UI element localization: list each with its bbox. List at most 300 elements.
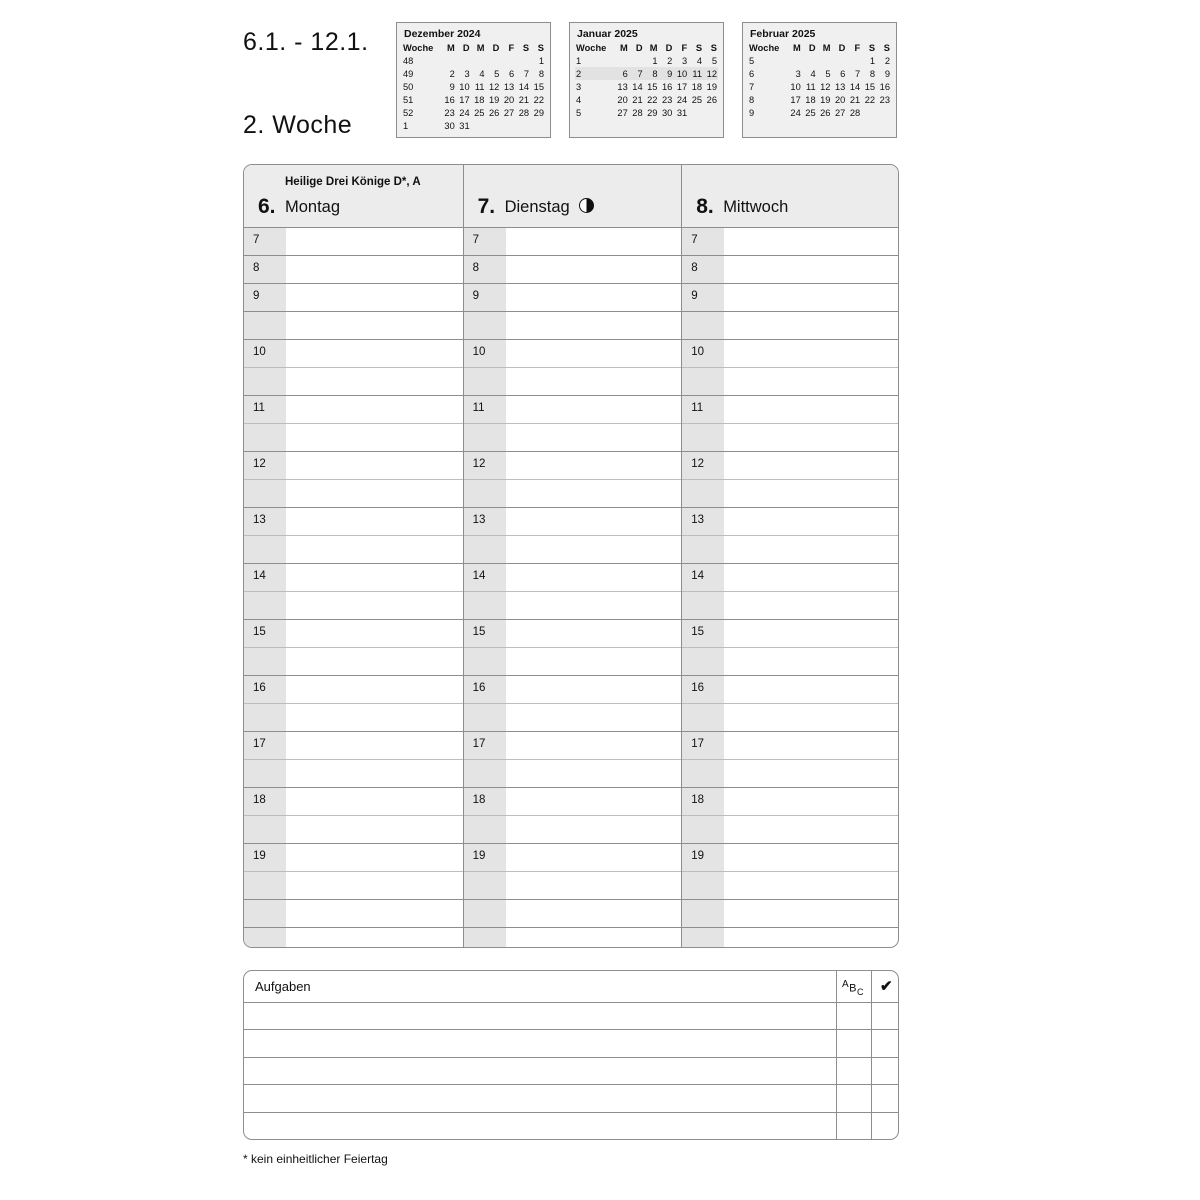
mini-month-weekday-header: S <box>883 43 890 53</box>
time-slot[interactable] <box>464 732 683 760</box>
time-slot[interactable] <box>464 368 683 396</box>
mini-month-day[interactable]: 11 <box>688 67 703 80</box>
mini-month-day[interactable]: 18 <box>805 94 816 105</box>
mini-month-day[interactable]: 20 <box>503 94 515 105</box>
tasks-panel <box>243 970 899 1140</box>
time-slot[interactable] <box>682 760 899 788</box>
mini-month-day[interactable]: 12 <box>820 81 831 92</box>
priority-a-letter: A <box>842 979 850 990</box>
task-row[interactable] <box>244 1003 898 1030</box>
time-slot[interactable] <box>464 256 683 284</box>
task-row[interactable] <box>244 1030 898 1057</box>
time-slot[interactable] <box>682 900 899 928</box>
time-slot[interactable] <box>464 508 683 536</box>
mini-month-weekday-header: D <box>808 43 816 53</box>
time-slot[interactable] <box>244 424 463 452</box>
mini-month-day[interactable]: 5 <box>711 55 717 66</box>
time-slot[interactable] <box>682 648 899 676</box>
time-slot[interactable] <box>244 368 463 396</box>
mini-month-day[interactable]: 13 <box>503 81 515 92</box>
time-slot[interactable] <box>682 732 899 760</box>
mini-month-day[interactable]: 13 <box>617 81 628 92</box>
mini-month-week-number: 4 <box>576 94 582 105</box>
time-slot[interactable] <box>244 536 463 564</box>
mini-month-day[interactable]: 29 <box>533 107 544 118</box>
mini-month-day[interactable] <box>688 119 703 132</box>
mini-month-day[interactable]: 14 <box>632 81 643 92</box>
time-slot[interactable] <box>464 872 683 900</box>
mini-month-day[interactable]: 12 <box>703 67 718 80</box>
mini-month-weekday-header: D <box>462 43 470 53</box>
time-slot[interactable] <box>464 704 683 732</box>
mini-month-day[interactable]: 16 <box>662 81 673 92</box>
mini-month-day[interactable]: 28 <box>632 107 643 118</box>
mini-month-day[interactable] <box>456 54 471 67</box>
mini-month-day[interactable] <box>673 119 688 132</box>
mini-month-week-number: 9 <box>749 107 755 118</box>
mini-month-day[interactable]: 9 <box>449 81 455 92</box>
task-priority-divider <box>836 1003 837 1029</box>
time-slot[interactable] <box>682 368 899 396</box>
mini-month-day[interactable] <box>703 119 718 132</box>
mini-month-day[interactable]: 7 <box>523 68 530 79</box>
task-priority-divider <box>836 1030 837 1056</box>
mini-month-weekday-header: M <box>793 43 801 53</box>
time-slot[interactable] <box>682 564 899 592</box>
hour-label: 10 <box>691 346 704 358</box>
mini-month-row <box>575 80 718 93</box>
mini-month-day[interactable] <box>629 54 644 67</box>
task-row[interactable] <box>244 1085 898 1112</box>
mini-month-day[interactable]: 30 <box>444 120 455 131</box>
mini-month-day[interactable]: 4 <box>810 68 816 79</box>
mini-month-day[interactable] <box>802 119 817 132</box>
time-slot[interactable] <box>464 592 683 620</box>
mini-month-day[interactable] <box>515 54 530 67</box>
mini-month-day[interactable]: 16 <box>444 94 455 105</box>
mini-month-day[interactable]: 28 <box>849 107 861 118</box>
mini-month-day[interactable]: 26 <box>820 107 831 118</box>
time-slot[interactable] <box>244 312 463 340</box>
mini-month-day[interactable] <box>485 54 500 67</box>
hour-label: 12 <box>253 458 266 470</box>
mini-month-day[interactable] <box>515 119 530 132</box>
time-slot[interactable] <box>244 788 463 816</box>
mini-month-week-header: Woche <box>576 43 607 53</box>
mini-month-day[interactable] <box>471 54 486 67</box>
time-slot[interactable] <box>464 928 683 948</box>
mini-month-day[interactable] <box>817 119 832 132</box>
mini-month-day[interactable]: 27 <box>617 107 628 118</box>
tasks-column-divider-priority <box>836 971 837 1002</box>
mini-month-week-number: 50 <box>403 81 414 92</box>
time-slot[interactable] <box>682 340 899 368</box>
mini-month-day[interactable]: 12 <box>489 81 500 92</box>
mini-month-day[interactable] <box>846 119 861 132</box>
mini-month-day[interactable] <box>530 119 545 132</box>
time-slot[interactable] <box>244 816 463 844</box>
mini-month-day[interactable]: 17 <box>676 81 688 92</box>
mini-month-day[interactable]: 23 <box>879 94 890 105</box>
hour-label: 7 <box>691 234 698 246</box>
hour-label: 10 <box>253 346 266 358</box>
mini-month-row <box>575 54 718 67</box>
time-slot[interactable] <box>464 648 683 676</box>
hour-label: 11 <box>691 402 704 414</box>
mini-month-day[interactable]: 25 <box>691 94 703 105</box>
mini-month-week-number: 48 <box>403 55 414 66</box>
mini-month-title: Februar 2025 <box>750 28 816 40</box>
mini-month-day[interactable] <box>787 54 802 67</box>
mini-month-day[interactable] <box>658 119 673 132</box>
time-slot[interactable] <box>682 788 899 816</box>
mini-month-day[interactable]: 8 <box>538 68 544 79</box>
hour-label: 19 <box>691 850 704 862</box>
time-slot[interactable] <box>464 424 683 452</box>
task-row[interactable] <box>244 1113 898 1140</box>
time-slot[interactable] <box>682 312 899 340</box>
mini-month-day[interactable]: 25 <box>474 107 485 118</box>
time-slot[interactable] <box>244 452 463 480</box>
mini-month-day[interactable]: 6 <box>840 68 846 79</box>
mini-month-day[interactable] <box>817 54 832 67</box>
time-slot[interactable] <box>464 620 683 648</box>
mini-month-day[interactable] <box>831 54 846 67</box>
mini-month-week-number: 7 <box>749 81 755 92</box>
hour-label: 15 <box>472 626 486 638</box>
time-slot[interactable] <box>464 452 683 480</box>
mini-month-day[interactable] <box>500 54 515 67</box>
time-slot[interactable] <box>464 228 683 256</box>
time-slot[interactable] <box>244 564 463 592</box>
time-slot[interactable] <box>244 900 463 928</box>
task-priority-divider <box>836 1058 837 1084</box>
date-range: 6.1. - 12.1. <box>243 28 369 56</box>
time-slot[interactable] <box>682 704 899 732</box>
time-slot[interactable] <box>244 284 463 312</box>
mini-month-weekday-header: F <box>681 43 688 53</box>
mini-month-weekday-header: S <box>522 43 530 53</box>
mini-month-day[interactable]: 28 <box>518 107 530 118</box>
mini-month-day[interactable]: 29 <box>647 107 658 118</box>
mini-month-day[interactable] <box>629 119 644 132</box>
mini-month-day[interactable]: 11 <box>474 81 485 92</box>
mini-month-day[interactable]: 2 <box>449 68 455 79</box>
mini-month-day[interactable]: 24 <box>676 94 688 105</box>
time-slot[interactable] <box>244 760 463 788</box>
mini-month-day[interactable]: 23 <box>444 107 455 118</box>
time-slot[interactable] <box>244 844 463 872</box>
hour-label: 9 <box>253 290 260 302</box>
time-slot[interactable] <box>464 900 683 928</box>
mini-month-day[interactable]: 31 <box>676 107 688 118</box>
mini-month-row <box>748 67 891 80</box>
time-slot[interactable] <box>682 592 899 620</box>
mini-month-day[interactable]: 15 <box>533 81 544 92</box>
mini-month-weekday-header: M <box>649 43 658 53</box>
mini-month-weekday-header: D <box>838 43 846 53</box>
mini-month-row <box>748 106 891 119</box>
mini-month-day[interactable] <box>614 54 629 67</box>
mini-month-day[interactable]: 10 <box>790 81 801 92</box>
mini-month-day[interactable]: 20 <box>617 94 628 105</box>
hour-label: 12 <box>472 458 486 470</box>
mini-month-day[interactable]: 7 <box>855 68 861 79</box>
mini-month-day[interactable]: 17 <box>459 94 470 105</box>
mini-month-day[interactable] <box>831 119 846 132</box>
time-slot[interactable] <box>464 284 683 312</box>
time-slot[interactable] <box>244 340 463 368</box>
mini-month-day[interactable]: 27 <box>503 107 515 118</box>
hour-label: 19 <box>253 850 266 862</box>
mini-month-day[interactable] <box>876 119 891 132</box>
time-slot[interactable] <box>464 788 683 816</box>
time-slot[interactable] <box>682 396 899 424</box>
mini-month-day[interactable]: 14 <box>518 81 530 92</box>
mini-month-row <box>402 54 545 67</box>
mini-month-day[interactable]: 25 <box>805 107 816 118</box>
mini-month-day[interactable]: 2 <box>667 55 673 66</box>
hour-label: 14 <box>472 570 486 582</box>
time-slot[interactable] <box>682 256 899 284</box>
mini-month-day[interactable]: 16 <box>879 81 890 92</box>
mini-month-weekday-header: F <box>854 43 861 53</box>
mini-month-calendars <box>396 22 897 138</box>
mini-month-day[interactable] <box>861 106 876 119</box>
time-slot[interactable] <box>682 816 899 844</box>
mini-month-row <box>402 67 545 80</box>
mini-month-day[interactable]: 19 <box>706 81 717 92</box>
time-slot[interactable] <box>244 928 463 948</box>
mini-month-day[interactable]: 11 <box>805 81 816 92</box>
time-slot[interactable] <box>244 872 463 900</box>
time-slot[interactable] <box>682 620 899 648</box>
mini-month-day[interactable]: 20 <box>835 94 846 105</box>
mini-month-day[interactable]: 22 <box>647 94 658 105</box>
time-slot[interactable] <box>682 284 899 312</box>
time-slot[interactable] <box>244 228 463 256</box>
mini-month-day[interactable]: 3 <box>795 68 801 79</box>
mini-month-day[interactable] <box>787 119 802 132</box>
time-slot[interactable] <box>464 844 683 872</box>
mini-month-day[interactable]: 4 <box>479 68 485 79</box>
mini-month-day[interactable]: 19 <box>489 94 500 105</box>
mini-month-day[interactable]: 26 <box>489 107 500 118</box>
mini-month-day[interactable]: 19 <box>820 94 831 105</box>
mini-month-day[interactable] <box>500 119 515 132</box>
time-slot[interactable] <box>244 732 463 760</box>
mini-month-weekday-header: M <box>447 43 455 53</box>
time-slot[interactable] <box>244 508 463 536</box>
mini-month-table <box>748 43 891 132</box>
mini-month-day[interactable]: 1 <box>538 55 544 66</box>
time-slot[interactable] <box>682 452 899 480</box>
time-slot-list <box>244 228 463 947</box>
mini-month-day[interactable]: 27 <box>835 107 846 118</box>
mini-month-row <box>575 93 718 106</box>
time-slot[interactable] <box>464 760 683 788</box>
mini-month-day[interactable] <box>876 106 891 119</box>
hour-label: 10 <box>472 346 486 358</box>
hour-label: 15 <box>253 626 266 638</box>
time-slot[interactable] <box>682 424 899 452</box>
mini-month-day[interactable]: 6 <box>614 67 629 80</box>
mini-month-weekday-header: M <box>476 43 485 53</box>
mini-month-row <box>748 80 891 93</box>
mini-month-day[interactable]: 26 <box>706 94 717 105</box>
day-column-montag <box>244 165 463 947</box>
hour-label: 19 <box>472 850 486 862</box>
time-slot[interactable] <box>682 228 899 256</box>
hour-label: 16 <box>472 682 486 694</box>
mini-month-day[interactable]: 9 <box>658 67 673 80</box>
mini-month-day[interactable] <box>688 106 703 119</box>
mini-month-row <box>402 80 545 93</box>
mini-month-day[interactable]: 22 <box>864 94 876 105</box>
mini-month-day[interactable]: 3 <box>682 55 688 66</box>
time-slot[interactable] <box>244 396 463 424</box>
tasks-priority-column-header <box>842 979 864 997</box>
mini-month-day[interactable]: 17 <box>790 94 801 105</box>
mini-month-day[interactable]: 6 <box>509 68 515 79</box>
mini-month-day[interactable]: 1 <box>869 55 876 66</box>
time-slot[interactable] <box>244 704 463 732</box>
mini-month-day[interactable]: 18 <box>474 94 485 105</box>
time-slot[interactable] <box>464 536 683 564</box>
time-slot[interactable] <box>464 340 683 368</box>
mini-month-week-number: 1 <box>576 55 582 66</box>
day-name: Montag <box>285 198 341 216</box>
time-slot[interactable] <box>244 648 463 676</box>
mini-month-day[interactable]: 24 <box>790 107 801 118</box>
hour-label: 14 <box>253 570 266 582</box>
hour-label: 17 <box>253 738 266 750</box>
moon-phase-icon <box>579 198 594 213</box>
mini-month-day[interactable]: 15 <box>647 81 658 92</box>
hour-label: 11 <box>253 402 265 414</box>
mini-month-day[interactable]: 21 <box>849 94 861 105</box>
time-slot[interactable] <box>682 508 899 536</box>
day-number: 7. <box>477 195 496 218</box>
mini-month-week-header: Woche <box>403 43 434 53</box>
hour-label: 13 <box>472 514 486 526</box>
mini-month-day[interactable]: 15 <box>864 81 876 92</box>
hour-label: 17 <box>472 738 486 750</box>
hour-label: 11 <box>472 402 485 414</box>
time-slot[interactable] <box>682 676 899 704</box>
mini-month-day[interactable]: 24 <box>459 107 470 118</box>
mini-month-day[interactable] <box>471 119 486 132</box>
mini-month-0 <box>396 22 551 138</box>
time-slot[interactable] <box>464 312 683 340</box>
task-done-divider <box>871 1058 872 1084</box>
task-priority-divider <box>836 1085 837 1111</box>
mini-month-day[interactable]: 30 <box>662 107 673 118</box>
mini-month-row <box>402 93 545 106</box>
mini-month-day[interactable]: 13 <box>835 81 846 92</box>
mini-month-day[interactable]: 22 <box>533 94 544 105</box>
mini-month-day[interactable]: 21 <box>518 94 530 105</box>
mini-month-1 <box>569 22 724 138</box>
mini-month-day[interactable] <box>644 119 659 132</box>
mini-month-weekday-header: D <box>492 43 500 53</box>
time-slot[interactable] <box>244 676 463 704</box>
mini-month-day[interactable]: 4 <box>696 55 703 66</box>
hour-label: 7 <box>253 234 260 246</box>
tasks-title: Aufgaben <box>255 979 311 994</box>
holiday-label: Heilige Drei Könige D*, A <box>285 176 421 188</box>
time-slot[interactable] <box>682 844 899 872</box>
time-slot[interactable] <box>464 676 683 704</box>
mini-month-day[interactable]: 5 <box>825 68 831 79</box>
mini-month-row <box>748 54 891 67</box>
mini-month-week-number <box>748 119 787 132</box>
mini-month-title: Dezember 2024 <box>404 28 481 40</box>
mini-month-day[interactable] <box>846 54 861 67</box>
mini-month-day[interactable] <box>703 106 718 119</box>
mini-month-day[interactable]: 14 <box>849 81 861 92</box>
time-slot[interactable] <box>682 872 899 900</box>
time-slot[interactable] <box>244 256 463 284</box>
time-slot[interactable] <box>464 396 683 424</box>
mini-month-day[interactable] <box>861 119 876 132</box>
mini-month-day[interactable]: 18 <box>691 81 703 92</box>
mini-month-day[interactable]: 8 <box>869 68 876 79</box>
time-slot[interactable] <box>682 480 899 508</box>
mini-month-day[interactable] <box>441 54 456 67</box>
mini-month-title: Januar 2025 <box>577 28 638 40</box>
mini-month-day[interactable]: 31 <box>459 120 470 131</box>
time-slot[interactable] <box>464 564 683 592</box>
mini-month-day[interactable]: 10 <box>673 67 688 80</box>
hour-label: 8 <box>691 262 698 274</box>
time-slot[interactable] <box>464 816 683 844</box>
time-slot[interactable] <box>244 480 463 508</box>
hour-label: 9 <box>691 290 698 302</box>
mini-month-day[interactable]: 5 <box>494 68 500 79</box>
mini-month-week-number: 3 <box>576 81 582 92</box>
time-slot[interactable] <box>464 480 683 508</box>
mini-month-day[interactable]: 1 <box>652 55 658 66</box>
mini-month-week-number <box>575 119 614 132</box>
mini-month-day[interactable]: 9 <box>884 68 890 79</box>
mini-month-day[interactable]: 21 <box>632 94 643 105</box>
time-slot[interactable] <box>244 592 463 620</box>
mini-month-day[interactable]: 8 <box>644 67 659 80</box>
mini-month-day[interactable]: 7 <box>629 67 644 80</box>
mini-month-day[interactable]: 10 <box>459 81 470 92</box>
mini-month-day[interactable] <box>802 54 817 67</box>
tasks-column-divider-done <box>871 971 872 1002</box>
day-planner-grid <box>243 164 899 948</box>
task-row[interactable] <box>244 1058 898 1085</box>
mini-month-day[interactable] <box>614 119 629 132</box>
mini-month-day[interactable]: 3 <box>464 68 470 79</box>
time-slot[interactable] <box>682 536 899 564</box>
week-title: 2. Woche <box>243 111 353 139</box>
mini-month-day[interactable]: 23 <box>662 94 673 105</box>
time-slot-list <box>682 228 899 947</box>
time-slot[interactable] <box>682 928 899 948</box>
mini-month-row <box>402 106 545 119</box>
task-done-divider <box>871 1003 872 1029</box>
mini-month-table <box>575 43 718 132</box>
time-slot[interactable] <box>244 620 463 648</box>
mini-month-weekday-header: S <box>537 43 544 53</box>
mini-month-weekday-header: S <box>868 43 876 53</box>
mini-month-day[interactable] <box>485 119 500 132</box>
mini-month-day[interactable]: 2 <box>884 55 890 66</box>
